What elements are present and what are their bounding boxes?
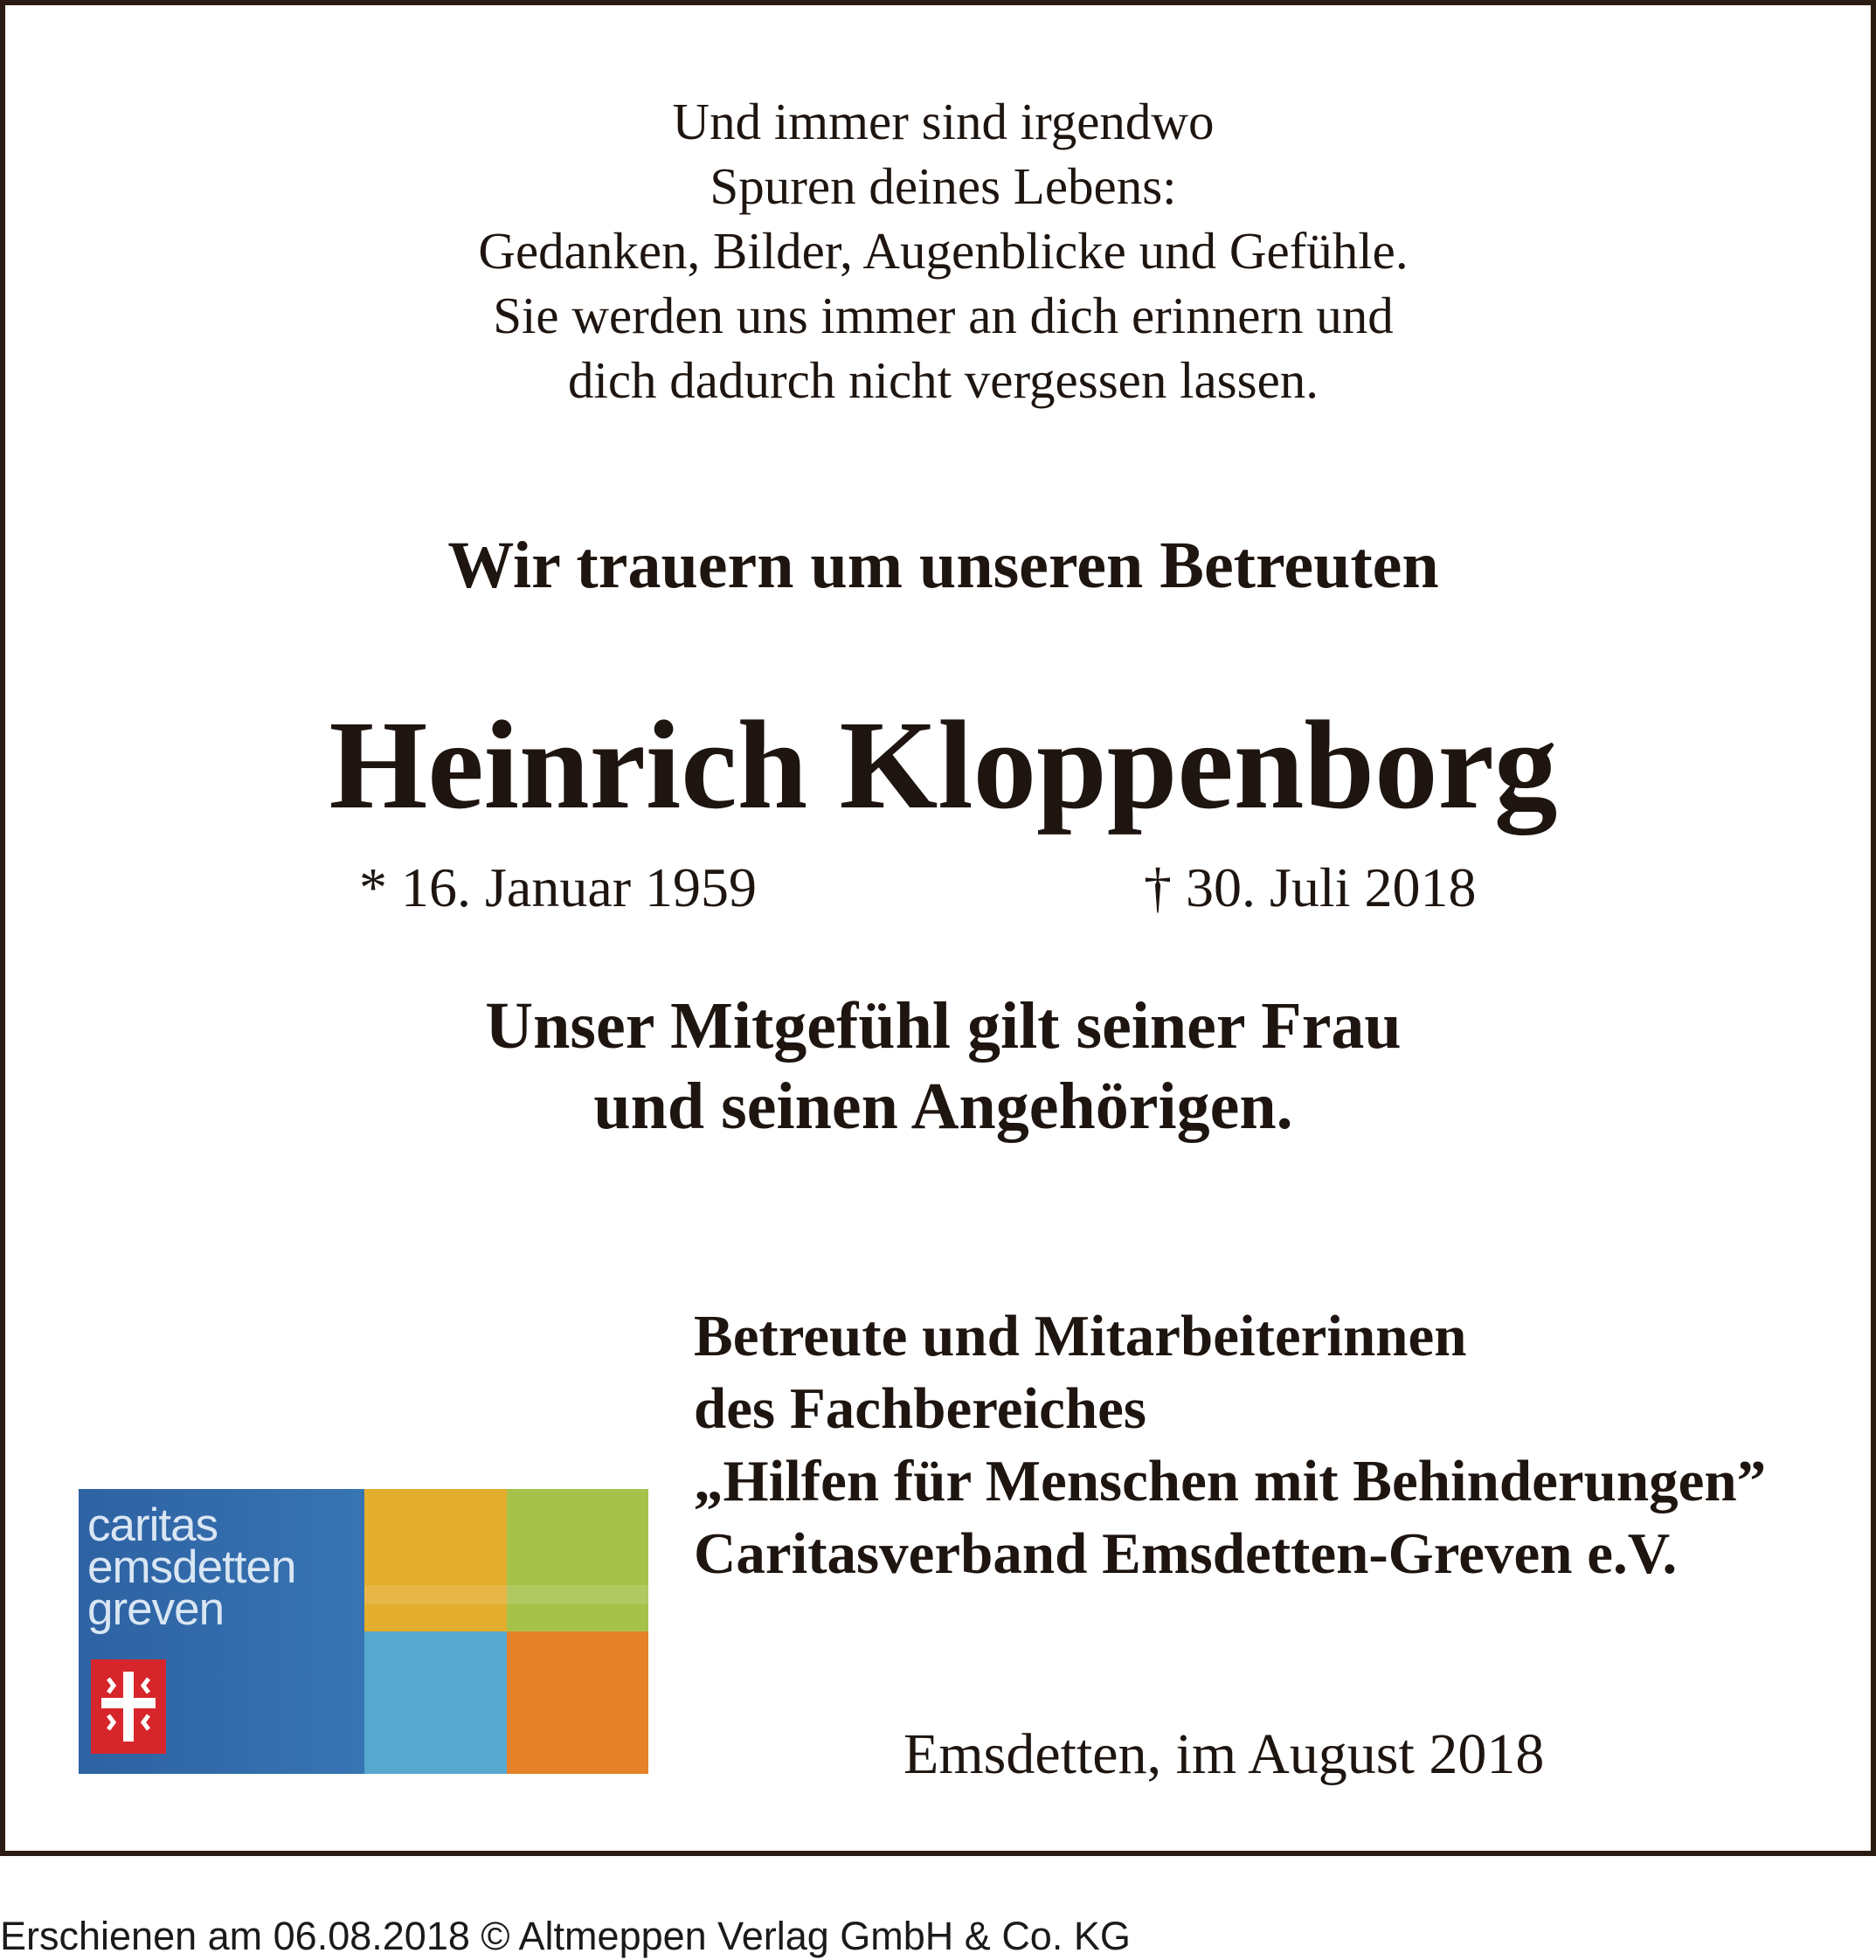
logo-light-blue-tile [364,1631,507,1774]
death-date: † 30. Juli 2018 [1144,856,1477,918]
signers-block [694,1300,1766,1590]
poem-line: Und immer sind irgendwo [672,93,1215,150]
signer-line: „Hilfen für Menschen mit Behinderungen” [694,1449,1767,1513]
signer-line: Betreute und Mitarbeiterinnen [694,1304,1467,1368]
birth-date: * 16. Januar 1959 [359,856,758,918]
sympathy-message [5,986,1876,1146]
poem-line: Spuren deines Lebens: [710,157,1177,215]
logo-orange-tile [507,1631,648,1774]
signer-line: Caritasverband Emsdetten-Greven e.V. [694,1521,1678,1586]
caritas-logo [79,1489,648,1774]
poem-line: dich dadurch nicht vergessen lassen. [567,351,1319,409]
logo-yellow-tile [364,1489,507,1631]
logo-wordmark [87,1499,296,1635]
publication-footer: Erschienen am 06.08.2018 © Altmeppen Verlag GmbH & Co. KG [0,1914,1131,1958]
poem [5,89,1876,412]
caritas-flame-cross-icon [91,1659,166,1754]
place-date: Emsdetten, im August 2018 [903,1722,1545,1786]
poem-line: Sie werden uns immer an dich erinnern und [493,287,1394,344]
logo-line: greven [87,1583,225,1635]
signer-line: des Fachbereiches [694,1376,1146,1441]
poem-line: Gedanken, Bilder, Augenblicke und Gefühle. [478,222,1409,280]
logo-line: emsdetten [87,1541,296,1593]
sympathy-line: Unser Mitgefühl gilt seiner Frau [485,989,1402,1063]
sympathy-line: und seinen Angehörigen. [593,1070,1293,1143]
mourning-heading: Wir trauern um unseren Betreuten [447,529,1439,602]
logo-band [364,1585,648,1604]
deceased-name: Heinrich Kloppenborg [329,696,1558,835]
logo-line: caritas [87,1499,218,1551]
logo-green-tile [507,1489,648,1631]
